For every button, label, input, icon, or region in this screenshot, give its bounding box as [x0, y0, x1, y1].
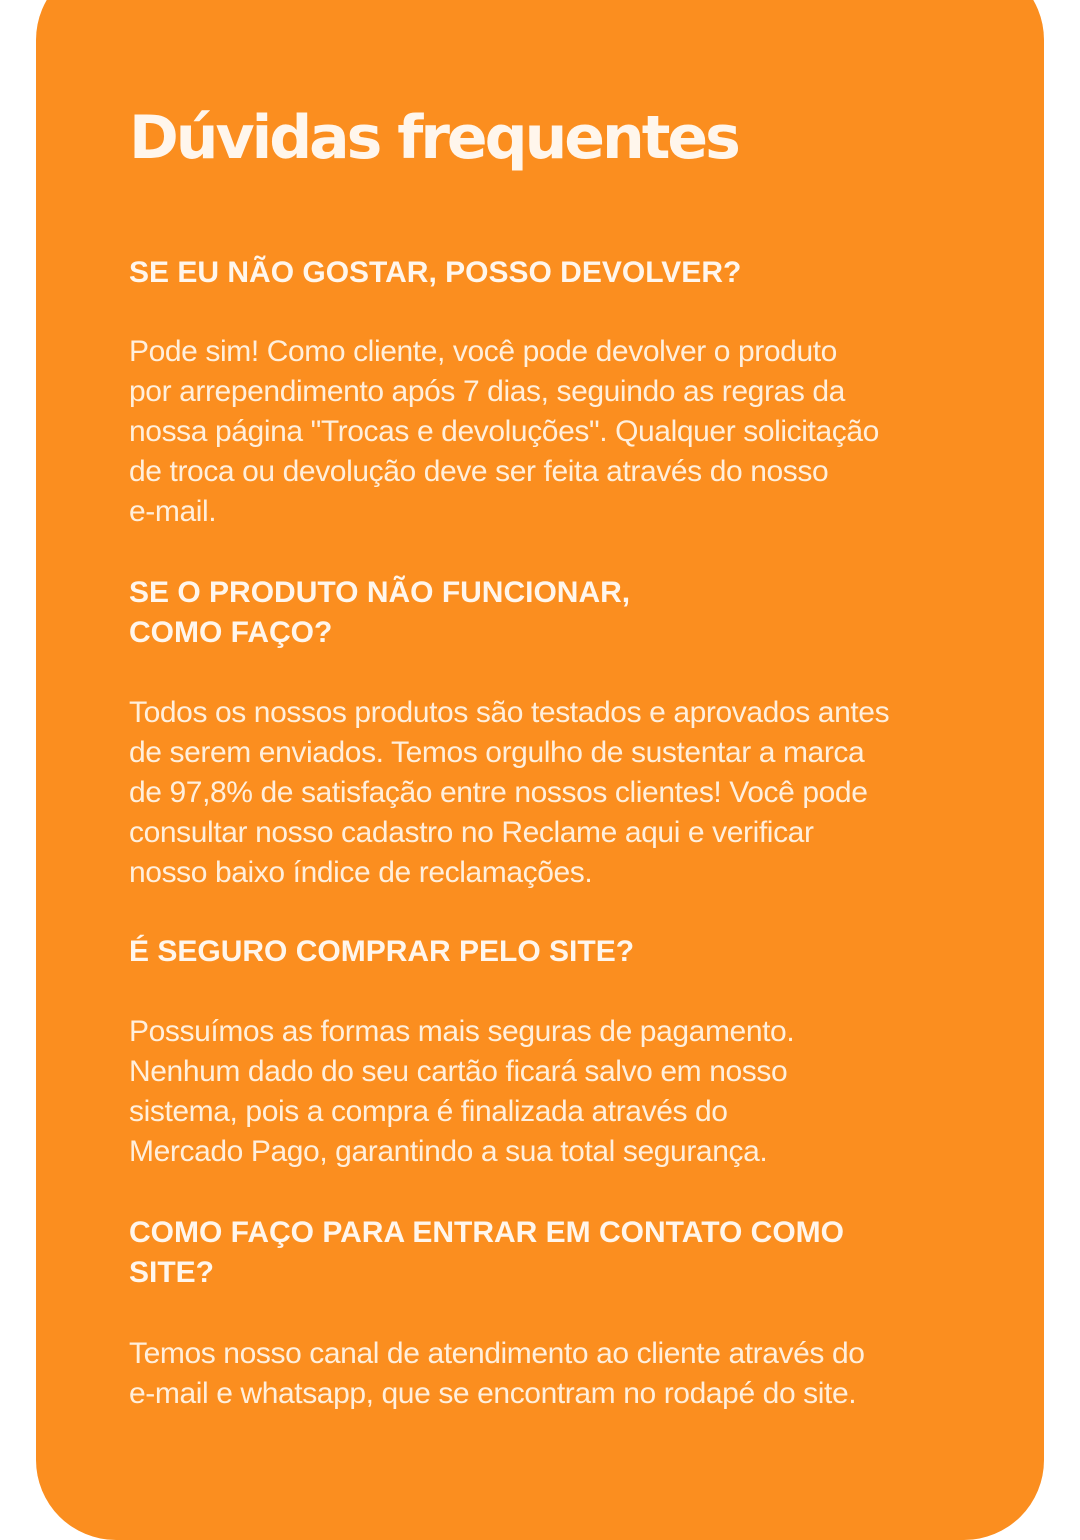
faq-answer-security: [129, 1012, 794, 1172]
faq-question-line: SE EU NÃO GOSTAR, POSSO DEVOLVER?: [129, 256, 742, 289]
faq-question-line: SE O PRODUTO NÃO FUNCIONAR,: [129, 576, 631, 609]
faq-answer-return: [129, 332, 879, 532]
faq-question-line: É SEGURO COMPRAR PELO SITE?: [129, 935, 635, 968]
faq-answer-line: Possuímos as formas mais seguras de pagamento.: [129, 1015, 795, 1048]
faq-answer-line: Todos os nossos produtos são testados e aprovados antes: [129, 696, 890, 729]
faq-answer-line: Pode sim! Como cliente, você pode devolver o produto: [129, 335, 837, 368]
faq-answer-line: consultar nosso cadastro no Reclame aqui e verificar: [129, 816, 814, 849]
faq-answer-line: de troca ou devolução deve ser feita através do nosso: [129, 455, 829, 488]
faq-answer-line: sistema, pois a compra é finalizada através do: [129, 1095, 728, 1128]
faq-answer-line: de 97,8% de satisfação entre nossos clientes! Você pode: [129, 776, 868, 809]
faq-answer-contact: [129, 1334, 865, 1414]
faq-answer-line: Mercado Pago, garantindo a sua total segurança.: [129, 1135, 768, 1168]
faq-question-line: SITE?: [129, 1256, 215, 1289]
faq-question-line: COMO FAÇO?: [129, 616, 333, 649]
faq-question-return: [129, 253, 929, 293]
faq-question-security: [129, 932, 929, 972]
faq-title: Dúvidas frequentes: [129, 103, 738, 173]
faq-answer-line: nosso baixo índice de reclamações.: [129, 856, 593, 889]
faq-answer-line: nossa página "Trocas e devoluções". Qualquer solicitação: [129, 415, 879, 448]
faq-question-defect: [129, 573, 929, 653]
faq-answer-line: de serem enviados. Temos orgulho de sustentar a marca: [129, 736, 865, 769]
faq-answer-line: por arrependimento após 7 dias, seguindo as regras da: [129, 375, 845, 408]
faq-question-line: COMO FAÇO PARA ENTRAR EM CONTATO COMO: [129, 1216, 844, 1249]
faq-answer-line: e-mail e whatsapp, que se encontram no rodapé do site.: [129, 1377, 857, 1410]
faq-question-contact: [129, 1213, 929, 1293]
faq-answer-defect: [129, 693, 889, 893]
faq-answer-line: Nenhum dado do seu cartão ficará salvo em nosso: [129, 1055, 788, 1088]
faq-answer-line: Temos nosso canal de atendimento ao cliente através do: [129, 1337, 865, 1370]
faq-answer-line: e-mail.: [129, 495, 217, 528]
